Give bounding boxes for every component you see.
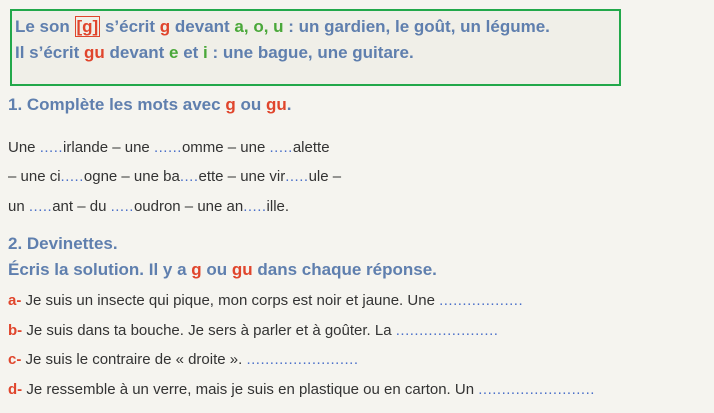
blank[interactable]: ..... (39, 139, 64, 156)
riddle-letter: a- (8, 292, 22, 309)
subtitle-gu: gu (231, 260, 253, 279)
blank[interactable]: ..... (28, 198, 53, 215)
title-text: 1. Complète les mots avec (8, 95, 226, 114)
riddle-a (8, 292, 523, 309)
blank[interactable]: ..... (110, 198, 134, 215)
blank[interactable]: ..... (60, 168, 84, 185)
title-text: . (286, 95, 292, 114)
word-part: ette – une vir (198, 168, 286, 185)
subtitle-text: Écris la solution. Il y a (8, 260, 192, 279)
title-gu: gu (265, 95, 287, 114)
rule-text: Le son (15, 17, 75, 36)
rule-line-1 (15, 17, 550, 37)
vowel-i: i (203, 43, 208, 62)
word-part: Une (8, 139, 40, 156)
riddle-text: Je suis le contraire de « droite ». (21, 351, 247, 368)
riddle-c (8, 351, 359, 368)
exercise-1-line-1 (8, 139, 330, 156)
word-part: alette (292, 139, 330, 156)
rule-text: s’écrit (100, 17, 160, 36)
exercise-1-title (8, 95, 291, 115)
riddle-b (8, 322, 498, 339)
vowel-e: e (169, 43, 179, 62)
riddle-text: Je suis dans ta bouche. Je sers à parler et à goûter. La (22, 322, 396, 339)
word-part: oudron – une an (133, 198, 244, 215)
word-part: irlande – une (63, 139, 154, 156)
word-part: un (8, 198, 29, 215)
riddle-letter: b- (8, 322, 23, 339)
riddle-text: Je ressemble à un verre, mais je suis en plastique ou en carton. Un (22, 381, 479, 398)
word-part: ille. (266, 198, 290, 215)
subtitle-text: ou (201, 260, 232, 279)
word-part: ant – du (52, 198, 111, 215)
exercise-2-title: 2. Devinettes. (8, 234, 118, 253)
exercise-2-subtitle (8, 260, 437, 280)
exercise-1-line-2 (8, 168, 341, 185)
rule-line-2 (15, 43, 414, 63)
vowels-aou: a, o, u (234, 17, 284, 36)
blank[interactable]: .... (179, 168, 199, 185)
rule-text: devant (104, 43, 170, 62)
letter-g: g (159, 17, 171, 36)
answer-blank[interactable]: ........................ (246, 351, 359, 368)
answer-blank[interactable]: ...................... (395, 322, 499, 339)
answer-blank[interactable]: .................. (439, 292, 524, 309)
rule-text: et (178, 43, 204, 62)
rule-text: devant (170, 17, 235, 36)
riddle-text: Je suis un insecte qui pique, mon corps est noir et jaune. Une (21, 292, 440, 309)
word-part: ule – (308, 168, 342, 185)
word-part: – une ci (8, 168, 61, 185)
exercise-1-line-3 (8, 198, 289, 215)
answer-blank[interactable]: ......................... (478, 381, 595, 398)
word-part: ogne – une ba (83, 168, 180, 185)
phoneme-g: [g] (76, 17, 99, 36)
blank[interactable]: ..... (285, 168, 309, 185)
riddle-letter: d- (8, 381, 23, 398)
blank[interactable]: ..... (269, 139, 293, 156)
blank[interactable]: ..... (243, 198, 267, 215)
rule-text: : une bague, une guitare. (207, 43, 414, 62)
word-part: omme – une (181, 139, 270, 156)
rule-text: : un gardien, le goût, un légume. (283, 17, 550, 36)
subtitle-text: dans chaque réponse. (252, 260, 437, 279)
blank[interactable]: ...... (153, 139, 182, 156)
subtitle-g: g (191, 260, 202, 279)
letters-gu: gu (83, 43, 105, 62)
title-g: g (225, 95, 236, 114)
riddle-d (8, 381, 595, 398)
title-text: ou (235, 95, 266, 114)
rule-text: Il s’écrit (15, 43, 84, 62)
riddle-letter: c- (8, 351, 22, 368)
